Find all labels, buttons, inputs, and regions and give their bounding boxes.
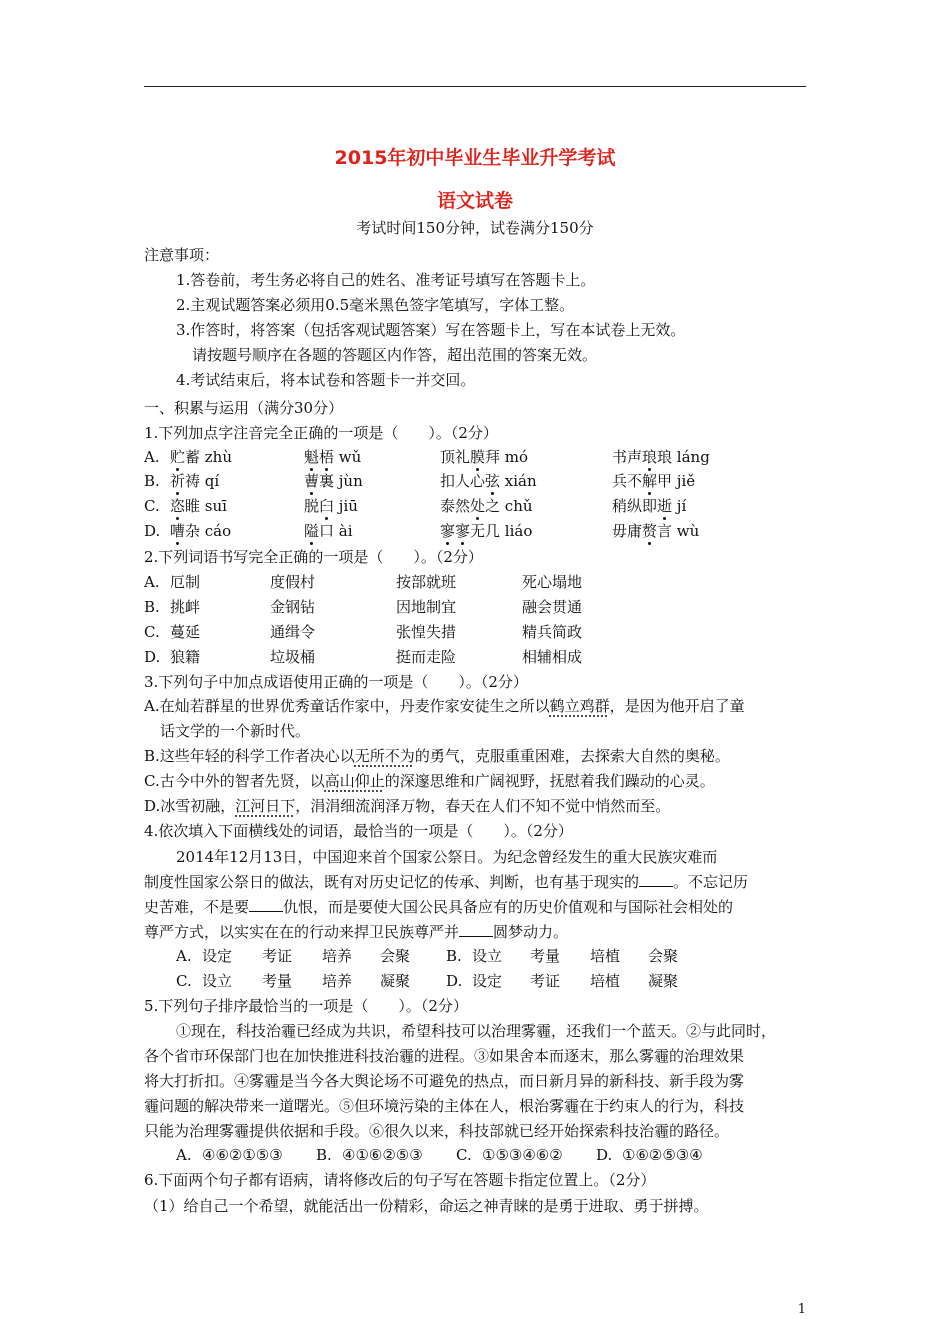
q1-a-2: 魁梧 wǔ	[304, 448, 362, 466]
q1-d-1: 嘈杂 cáo	[170, 522, 232, 540]
option-label: B.	[446, 947, 462, 965]
q5-option: ①⑥②⑤③④	[622, 1146, 703, 1164]
q2-word: 死心塌地	[522, 573, 583, 591]
q4-word: 考证	[262, 947, 293, 965]
q3-option-a: A.在灿若群星的世界优秀童话作家中，丹麦作家安徒生之所以鹤立鸡群，是因为他开启了童	[144, 697, 745, 715]
dotted-idiom: 鹤立鸡群	[549, 697, 610, 715]
q1-d-4: 毋庸赘言 wù	[612, 522, 700, 540]
q2-word: 狼籍	[170, 648, 201, 666]
option-label: C.	[456, 1146, 472, 1164]
q6-sentence-1: （1）给自己一个希望，就能活出一份精彩，命运之神青睐的是勇于进取、勇于拼搏。	[144, 1197, 709, 1215]
q2-word: 度假村	[270, 573, 316, 591]
q5-option: ①⑤③④⑥②	[482, 1146, 563, 1164]
exam-info: 考试时间150分钟，试卷满分150分	[356, 219, 594, 237]
q3-option-d: D.冰雪初融，江河日下，涓涓细流润泽万物，春天在人们不知不觉中悄然而至。	[144, 797, 671, 815]
q4-word: 凝聚	[380, 972, 411, 990]
option-label: A.	[176, 1146, 192, 1164]
option-label: C.	[176, 972, 192, 990]
page-number: 1	[797, 1302, 806, 1317]
q5-option: ④⑥②①⑤③	[202, 1146, 283, 1164]
q5-passage: 只能为治理雾霾提供依据和手段。⑥很久以来，科技部就已经开始探索科技治霾的路径。	[144, 1122, 730, 1140]
q2-word: 通缉令	[270, 623, 316, 641]
q5-passage: 霾问题的解决带来一道曙光。⑤但环境污染的主体在人，根治雾霾在于约束人的行为，科技	[144, 1097, 745, 1115]
q1-b-3: 扣人心弦 xián	[440, 472, 537, 490]
dotted-idiom: 无所不为	[354, 747, 415, 765]
q2-word: 厄制	[170, 573, 201, 591]
q1-a-1: 贮蓄 zhù	[170, 448, 233, 466]
section-heading: 一、积累与运用（满分30分）	[144, 399, 344, 417]
question-5-stem: 5.下列句子排序最恰当的一项是（ ）。（2分）	[144, 997, 468, 1015]
question-1-stem: 1.下列加点字注音完全正确的一项是（ ）。（2分）	[144, 424, 498, 442]
q2-word: 融会贯通	[522, 598, 583, 616]
q4-word: 考量	[530, 947, 561, 965]
exam-subtitle: 语文试卷	[436, 190, 513, 212]
q1-a-3: 顶礼膜拜 mó	[440, 448, 529, 466]
q1-c-4: 稍纵即逝 jí	[612, 497, 687, 515]
question-3-stem: 3.下列句子中加点成语使用正确的一项是（ ）。（2分）	[144, 673, 528, 691]
q4-word: 会聚	[380, 947, 411, 965]
option-label: A.	[144, 573, 160, 591]
q1-c-2: 脱臼 jiū	[304, 497, 358, 515]
note-item: 2.主观试题答案必须用0.5毫米黑色签字笔填写，字体工整。	[176, 296, 575, 314]
q2-word: 相辅相成	[522, 648, 583, 666]
q5-passage: ①现在，科技治霾已经成为共识，希望科技可以治理雾霾，还我们一个蓝天。②与此同时，	[176, 1022, 777, 1040]
note-item: 4.考试结束后，将本试卷和答题卡一并交回。	[176, 371, 476, 389]
question-4-stem: 4.依次填入下面横线处的词语，最恰当的一项是（ ）。（2分）	[144, 822, 573, 840]
q4-word: 设立	[202, 972, 233, 990]
q1-b-4: 兵不解甲 jiě	[612, 472, 696, 490]
q4-word: 凝聚	[648, 972, 679, 990]
q2-word: 挺而走险	[396, 648, 457, 666]
q2-word: 金钢钻	[270, 598, 316, 616]
q3-option-b: B.这些年轻的科学工作者决心以无所不为的勇气，克服重重困难，去探索大自然的奥秘。	[144, 747, 730, 765]
q5-option: ④①⑥②⑤③	[342, 1146, 423, 1164]
q1-b-2: 蓸裏 jùn	[304, 472, 363, 490]
q4-passage: 尊严方式，以实实在在的行动来捍卫民族尊严并 圆梦动力。	[144, 923, 569, 941]
dotted-idiom: 高山仰止	[324, 772, 385, 790]
q1-d-3: 寥寥无几 liáo	[440, 522, 533, 540]
notes-heading: 注意事项：	[144, 246, 220, 264]
fill-blank	[249, 897, 283, 912]
fill-blank	[459, 922, 493, 937]
option-label: B.	[144, 598, 160, 616]
q4-word: 培养	[322, 972, 353, 990]
q4-word: 培养	[322, 947, 353, 965]
q1-a-4: 书声琅琅 láng	[612, 448, 710, 466]
q4-word: 考证	[530, 972, 561, 990]
q3-option-a-cont: 话文学的一个新时代。	[160, 722, 311, 740]
exam-title: 2015年初中毕业生毕业升学考试	[334, 147, 616, 169]
question-6-stem: 6.下面两个句子都有语病，请将修改后的句子写在答题卡指定位置上。（2分）	[144, 1171, 656, 1189]
q1-b-1: 祈祷 qí	[170, 472, 220, 490]
q5-passage: 各个省市环保部门也在加快推进科技治霾的进程。③如果舍本而逐末，那么雾霾的治理效果	[144, 1047, 745, 1065]
q2-word: 挑衅	[170, 598, 201, 616]
note-item: 3.作答时，将答案（包括客观试题答案）写在答题卡上，写在本试卷上无效。	[176, 321, 686, 339]
option-label: D.	[596, 1146, 613, 1164]
q4-passage: 制度性国家公祭日的做法，既有对历史记忆的传承、判断，也有基于现实的 。不忘记历	[144, 873, 749, 891]
q4-word: 设定	[202, 947, 233, 965]
option-label: D.	[144, 648, 161, 666]
q4-passage: 2014年12月13日，中国迎来首个国家公祭日。为纪念曾经发生的重大民族灾难而	[176, 848, 718, 866]
q2-word: 因地制宜	[396, 598, 457, 616]
q4-word: 培植	[590, 972, 621, 990]
dotted-idiom: 江河日下	[235, 797, 296, 815]
q1-c-1: 恣睢 suī	[170, 497, 227, 515]
option-label: B.	[144, 472, 160, 490]
question-2-stem: 2.下列词语书写完全正确的一项是（ ）。（2分）	[144, 548, 483, 566]
q2-word: 按部就班	[396, 573, 457, 591]
option-label: D.	[446, 972, 463, 990]
note-item: 1.答卷前，考生务必将自己的姓名、准考证号填写在答题卡上。	[176, 271, 596, 289]
option-label: A.	[144, 448, 160, 466]
q4-passage: 史苦难，不是要 仇恨，而是要使大国公民具备应有的历史价值观和与国际社会相处的	[144, 898, 734, 916]
option-label: C.	[144, 623, 160, 641]
option-label: B.	[316, 1146, 332, 1164]
q2-word: 蔓延	[170, 623, 201, 641]
q2-word: 张惶失措	[396, 623, 457, 641]
header-rule	[144, 86, 806, 87]
option-label: C.	[144, 497, 160, 515]
option-label: D.	[144, 522, 161, 540]
q4-word: 设定	[472, 972, 503, 990]
q1-d-2: 隘口 ài	[304, 522, 353, 540]
q1-c-3: 泰然处之 chǔ	[440, 497, 533, 515]
q5-passage: 将大打折扣。④雾霾是当今各大舆论场不可避免的热点，而日新月异的新科技、新手段为雾	[144, 1072, 745, 1090]
q4-word: 考量	[262, 972, 293, 990]
q3-option-c: C.古今中外的智者先贤，以高山仰止的深邃思维和广阔视野，抚慰着我们躁动的心灵。	[144, 772, 715, 790]
note-item: 请按题号顺序在各题的答题区内作答，超出范围的答案无效。	[192, 346, 598, 364]
q2-word: 精兵简政	[522, 623, 583, 641]
q4-word: 会聚	[648, 947, 679, 965]
q4-word: 培植	[590, 947, 621, 965]
fill-blank	[639, 872, 673, 887]
option-label: A.	[176, 947, 192, 965]
q2-word: 垃圾桶	[270, 648, 316, 666]
q4-word: 设立	[472, 947, 503, 965]
